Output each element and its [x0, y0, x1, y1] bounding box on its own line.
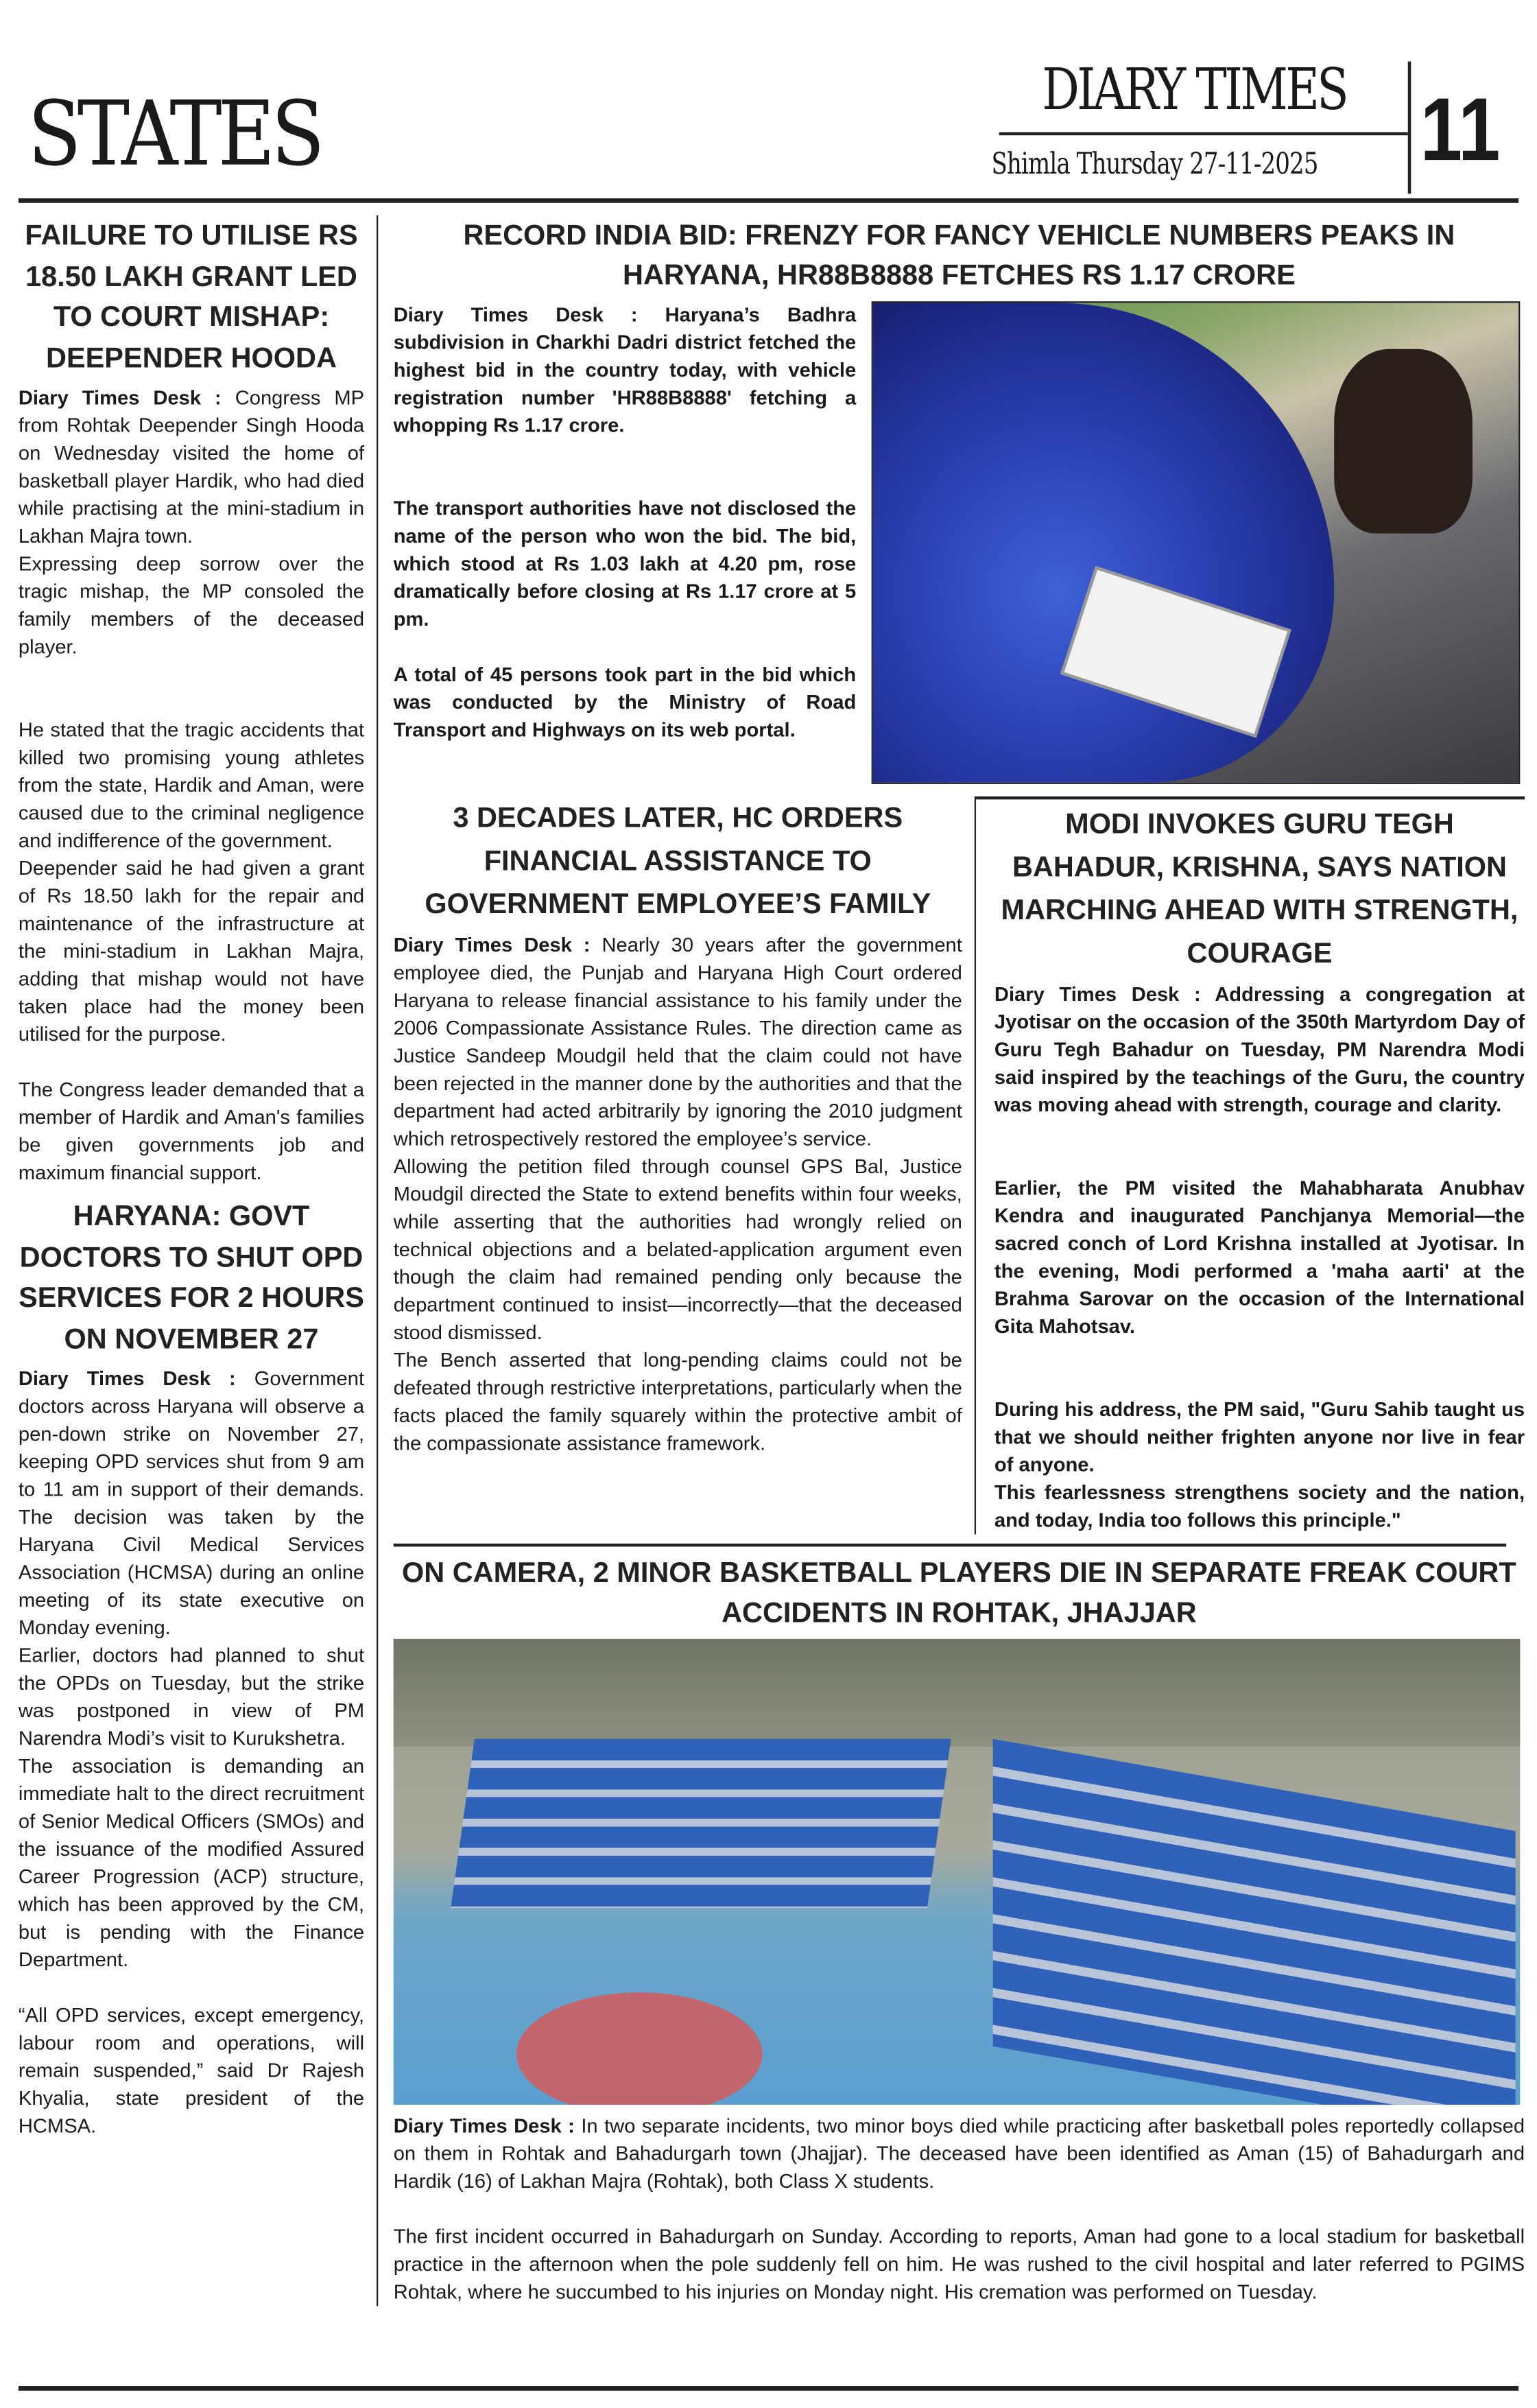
masthead-divider	[1408, 62, 1410, 194]
story-basketball	[394, 1553, 1525, 2306]
basketball-court-photo	[394, 1639, 1521, 2105]
paragraph: Government doctors across Haryana will observe a pen-down strike on November 27, keeping OPD services shut from 9 am to 11 am in support of their demands. The decision was taken by the Haryana Civil Medical Services Association (HCMSA) during an online meeting of its state executive on Monday evening.	[18, 1367, 365, 1639]
paragraph: Addressing a congregation at Jyotisar on the occasion of the 350th Martyrdom Day of Guru Tegh Bahadur on Tuesday, PM Narendra Modi said inspired by the teachings of the Guru, the country was moving ahead with strength, courage and clarity.	[994, 982, 1525, 1116]
paragraph: A total of 45 persons took part in the bid which was conducted by the Ministry of Road Transport and Highways on its web portal.	[393, 662, 857, 742]
byline: Diary Times Desk :	[393, 933, 591, 956]
story-hc-order	[394, 796, 976, 1535]
headline: MODI INVOKES GURU TEGH BAHADUR, KRISHNA, SAYS NATION MARCHING AHEAD WITH STRENGTH, COURAGE	[1001, 807, 1518, 969]
paper-name: DIARY TIMES	[1042, 56, 1347, 123]
byline: Diary Times Desk :	[994, 982, 1201, 1006]
paragraph: The first incident occurred in Bahadurgarh on Sunday. According to reports, Aman had gone to a local stadium for basketball practice in the afternoon when the pole suddenly fell on him. He was rushed to the civil hospital and later referred to PGIMS Rohtak, where he succumbed to his injuries on Monday night. His cremation was performed on Tuesday.	[393, 2224, 1525, 2304]
paragraph: He stated that the tragic accidents that killed two promising young athletes from the state, Hardik and Aman, were caused due to the criminal negligence and indifference of the government.	[18, 718, 365, 852]
court-circle	[516, 1992, 763, 2105]
paragraph: Earlier, the PM visited the Mahabharata Anubhav Kendra and inaugurated Panchjanya Memorial—the sacred conch of Lord Krishna installed at Jyotisar. In the evening, Modi performed a 'maha aarti' at the Brahma Sarovar on the occasion of the International Gita Mahotsav.	[994, 1176, 1525, 1338]
section-rule	[394, 1544, 1506, 1546]
dateline: Shimla Thursday 27-11-2025	[991, 147, 1318, 182]
right-column	[378, 215, 1525, 2306]
story-body	[394, 2112, 1525, 2306]
blue-bleachers-right	[993, 1739, 1516, 2105]
paragraph: “All OPD services, except emergency, labour room and operations, will remain suspended,” said Dr Rajesh Khyalia, state president of the HCMSA.	[18, 2003, 365, 2137]
story-body	[19, 384, 364, 1187]
story-opd	[19, 1196, 364, 2140]
byline: Diary Times Desk :	[18, 1367, 236, 1390]
headline: FAILURE TO UTILISE RS 18.50 LAKH GRANT LED TO COURT MISHAP: DEEPENDER HOODA	[25, 218, 358, 373]
paragraph: This fearlessness strengthens society and the nation, and today, India too follows this principle."	[994, 1480, 1525, 1532]
paragraph: Haryana’s Badhra subdivision in Charkhi Dadri district fetched the highest bid in the country today, with vehicle registration number 'HR88B8888' fetching a whopping Rs 1.17 crore.	[393, 303, 857, 437]
story-body	[994, 981, 1525, 1535]
headline: RECORD INDIA BID: FRENZY FOR FANCY VEHICLE NUMBERS PEAKS IN HARYANA, HR88B8888 FETCHES RS 1.17 CRORE	[463, 218, 1455, 291]
headline: HARYANA: GOVT DOCTORS TO SHUT OPD SERVICES FOR 2 HOURS ON NOVEMBER 27	[19, 1199, 364, 1354]
section-title: STATES	[27, 81, 321, 187]
headline: ON CAMERA, 2 MINOR BASKETBALL PLAYERS DIE IN SEPARATE FREAK COURT ACCIDENTS IN ROHTAK, JHAJJAR	[402, 1555, 1516, 1629]
story-modi	[976, 796, 1525, 1535]
byline: Diary Times Desk :	[393, 303, 638, 327]
paragraph: The transport authorities have not disclosed the name of the person who won the bid. The bid, which stood at Rs 1.03 lakh at 4.20 pm, rose dramatically before closing at Rs 1.17 crore at 5 pm.	[393, 496, 857, 630]
paragraph: Deepender said he had given a grant of Rs 18.50 lakh for the repair and maintenance of the infrastructure at the mini-stadium in Lakhan Majra, adding that mishap would not have taken place had the money been utilised for the purpose.	[18, 856, 365, 1046]
paragraph: Nearly 30 years after the government employee died, the Punjab and Haryana High Court ordered Haryana to release financial assistance to his family under the 2006 Compassionate Assistance Rules. The direction came as Justice Sandeep Moudgil held that the claim could not have been rejected in the manner done by the authorities and that the department had acted arbitrarily by ignoring the 2010 judgment which retrospectively restored the employee’s service.	[393, 933, 962, 1150]
left-column	[19, 215, 378, 2306]
header-rule	[19, 198, 1518, 203]
person-figure	[1334, 349, 1473, 534]
story-hooda	[19, 215, 364, 1187]
blue-bleachers-left	[451, 1739, 951, 1909]
trees-background	[394, 1639, 1521, 1747]
story-body	[19, 1365, 364, 2140]
car-number-plate-photo	[872, 301, 1521, 784]
middle-row	[394, 796, 1525, 1535]
story-vehicle-bid	[394, 215, 1525, 784]
story-body	[394, 932, 962, 1457]
paragraph: Congress MP from Rohtak Deepender Singh Hooda on Wednesday visited the home of basketball player Hardik, who had died while practising at the mini-stadium in Lakhan Majra town.	[18, 386, 365, 547]
paragraph: The association is demanding an immediate halt to the direct recruitment of Senior Medical Officers (SMOs) and the issuance of the modified Assured Career Progression (ACP) structure, which has been approved by the CM, but is pending with the Finance Department.	[18, 1754, 365, 1971]
footer-rule	[19, 2386, 1518, 2391]
paragraph: The Congress leader demanded that a member of Hardik and Aman's families be given governments job and maximum financial support.	[18, 1077, 365, 1184]
paragraph: Expressing deep sorrow over the tragic mishap, the MP consoled the family members of the deceased player.	[18, 552, 365, 659]
paragraph: The Bench asserted that long-pending claims could not be defeated through restrictive interpretations, particularly when the facts placed the family squarely within the protective ambit of the compassionate assistance framework.	[393, 1348, 962, 1454]
paragraph: In two separate incidents, two minor boys died while practicing after basketball poles reportedly collapsed on them in Rohtak and Bahadurgarh town (Jhajjar). The deceased have been identified as Aman (15) of Bahadurgarh and Hardik (16) of Lakhan Majra (Rohtak), both Class X students.	[393, 2114, 1525, 2193]
page-content	[19, 215, 1525, 2306]
paragraph: Earlier, doctors had planned to shut the OPDs on Tuesday, but the strike was postponed in view of PM Narendra Modi’s visit to Kurukshetra.	[18, 1643, 365, 1750]
byline: Diary Times Desk :	[393, 2114, 575, 2137]
byline: Diary Times Desk :	[18, 386, 222, 410]
headline: 3 DECADES LATER, HC ORDERS FINANCIAL ASSISTANCE TO GOVERNMENT EMPLOYEE’S FAMILY	[425, 801, 931, 920]
paragraph: During his address, the PM said, "Guru Sahib taught us that we should neither frighten anyone nor live in fear of anyone.	[994, 1397, 1525, 1476]
paragraph: Allowing the petition filed through counsel GPS Bal, Justice Moudgil directed the State to extend benefits within four weeks, while asserting that the authorities had wrongly relied on technical objections and a belated-application argument even though the claim had remained pending only because the department continued to insist—incorrectly—that the deceased stood dismissed.	[393, 1154, 962, 1344]
page-number: 11	[1420, 80, 1501, 180]
story-body	[394, 301, 857, 784]
masthead-underline	[999, 132, 1408, 135]
